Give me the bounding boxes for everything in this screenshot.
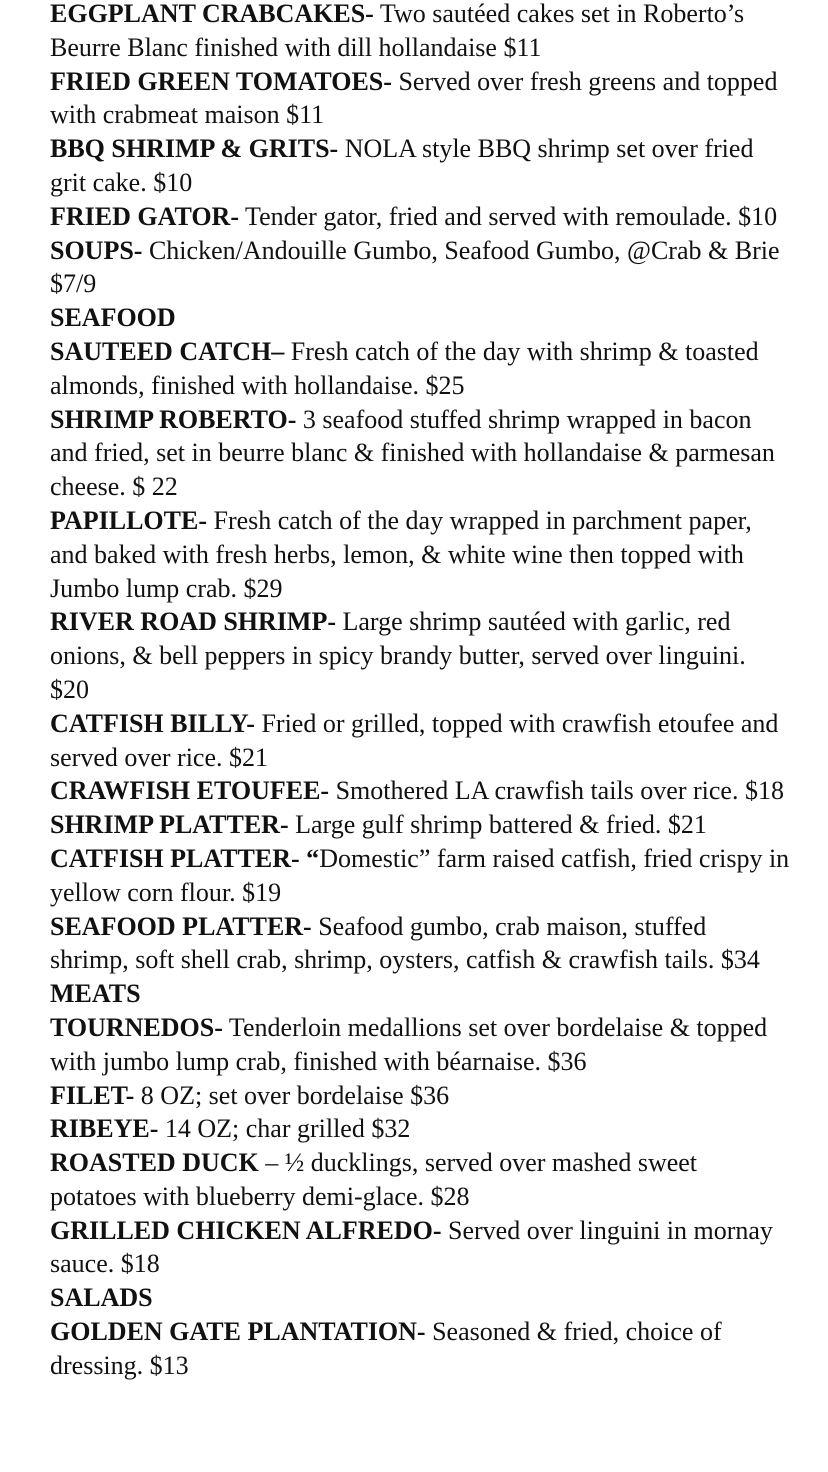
section-heading-seafood: SEAFOOD [50, 303, 176, 333]
section-heading-salads: SALADS [50, 1283, 153, 1313]
item-description: Seasoned & fried, choice of dressing. $13 [50, 1317, 722, 1380]
menu-item [50, 910, 790, 978]
item-name: PAPILLOTE- [50, 505, 207, 535]
item-name: RIBEYE- [50, 1114, 159, 1144]
menu-item [50, 842, 790, 910]
item-description: – ½ ducklings, served over mashed sweet potatoes with blueberry demi-glace. $28 [50, 1148, 698, 1211]
item-name: EGGPLANT CRABCAKES- [50, 0, 374, 28]
menu-item [50, 1011, 790, 1079]
item-name: GOLDEN GATE PLANTATION- [50, 1317, 426, 1347]
item-description: NOLA style BBQ shrimp set over fried grit cake. $10 [50, 134, 754, 197]
item-description: Domestic” farm raised catfish, fried crispy in yellow corn flour. $19 [50, 843, 790, 907]
item-name: RIVER ROAD SHRIMP- [50, 607, 336, 637]
menu-item [50, 200, 790, 234]
section-heading-meats: MEATS [50, 979, 141, 1009]
item-name: SHRIMP PLATTER- [50, 810, 289, 840]
item-description: 8 OZ; set over bordelaise $36 [134, 1080, 450, 1110]
menu-item [50, 1112, 790, 1146]
item-description: Served over fresh greens and topped with crabmeat maison $11 [50, 66, 778, 130]
item-description: 3 seafood stuffed shrimp wrapped in bacon and fried, set in beurre blanc & finished with hollandaise & parmesan cheese. $ 22 [50, 404, 775, 502]
menu-item [50, 65, 790, 133]
menu-item [50, 132, 790, 200]
menu-item [50, 1146, 790, 1214]
menu-item [50, 504, 790, 605]
item-name: GRILLED CHICKEN ALFREDO- [50, 1215, 442, 1245]
item-description: Fried or grilled, topped with crawfish etoufee and served over rice. $21 [50, 708, 779, 772]
item-description: Two sautéed cakes set in Roberto’s Beurre Blanc finished with dill hollandaise $11 [50, 0, 745, 62]
item-description: Chicken/Andouille Gumbo, Seafood Gumbo, @Crab & Brie $7/9 [50, 235, 780, 299]
menu-item [50, 1079, 790, 1113]
item-name: CATFISH BILLY- [50, 708, 255, 738]
item-name: FRIED GREEN TOMATOES- [50, 66, 392, 96]
item-name: CRAWFISH ETOUFEE- [50, 776, 330, 806]
item-description: Tenderloin medallions set over bordelaise & topped with jumbo lump crab, finished with béarnaise. $36 [50, 1012, 768, 1076]
item-description: 14 OZ; char grilled $32 [158, 1114, 411, 1144]
menu-item [50, 0, 790, 65]
menu-item [50, 605, 790, 706]
menu-item [50, 403, 790, 504]
menu-item [50, 808, 790, 842]
item-name: SAUTEED CATCH– [50, 336, 285, 366]
item-name: ROASTED DUCK [50, 1148, 259, 1178]
item-name: FRIED GATOR- [50, 201, 239, 231]
menu-item [50, 234, 790, 302]
item-name: SEAFOOD PLATTER- [50, 911, 312, 941]
item-name: SHRIMP ROBERTO- [50, 404, 297, 434]
item-name: BBQ SHRIMP & GRITS- [50, 134, 339, 164]
item-name: FILET- [50, 1080, 135, 1110]
item-name: TOURNEDOS- [50, 1012, 223, 1042]
item-description: Fresh catch of the day wrapped in parchment paper, and baked with fresh herbs, lemon, & white wine then topped with Jumbo lump crab. $29 [50, 505, 752, 603]
item-name: CATFISH PLATTER- “ [50, 843, 320, 873]
menu-item [50, 707, 790, 775]
item-name: SOUPS- [50, 235, 143, 265]
item-description: Large shrimp sautéed with garlic, red onions, & bell peppers in spicy brandy butter, served over linguini. $20 [50, 607, 746, 704]
item-description: Served over linguini in mornay sauce. $18 [50, 1215, 773, 1279]
menu-item [50, 335, 790, 403]
item-description: Seafood gumbo, crab maison, stuffed shrimp, soft shell crab, shrimp, oysters, catfish & crawfish tails. $34 [50, 911, 760, 975]
item-description: Fresh catch of the day with shrimp & toasted almonds, finished with hollandaise. $25 [50, 336, 759, 400]
menu-item [50, 774, 790, 808]
menu-item [50, 1315, 790, 1383]
menu-document [50, 0, 790, 1383]
item-description: Smothered LA crawfish tails over rice. $18 [329, 776, 784, 806]
menu-item [50, 1214, 790, 1282]
item-description: Large gulf shrimp battered & fried. $21 [288, 810, 707, 840]
item-description: Tender gator, fried and served with remoulade. $10 [239, 201, 778, 231]
